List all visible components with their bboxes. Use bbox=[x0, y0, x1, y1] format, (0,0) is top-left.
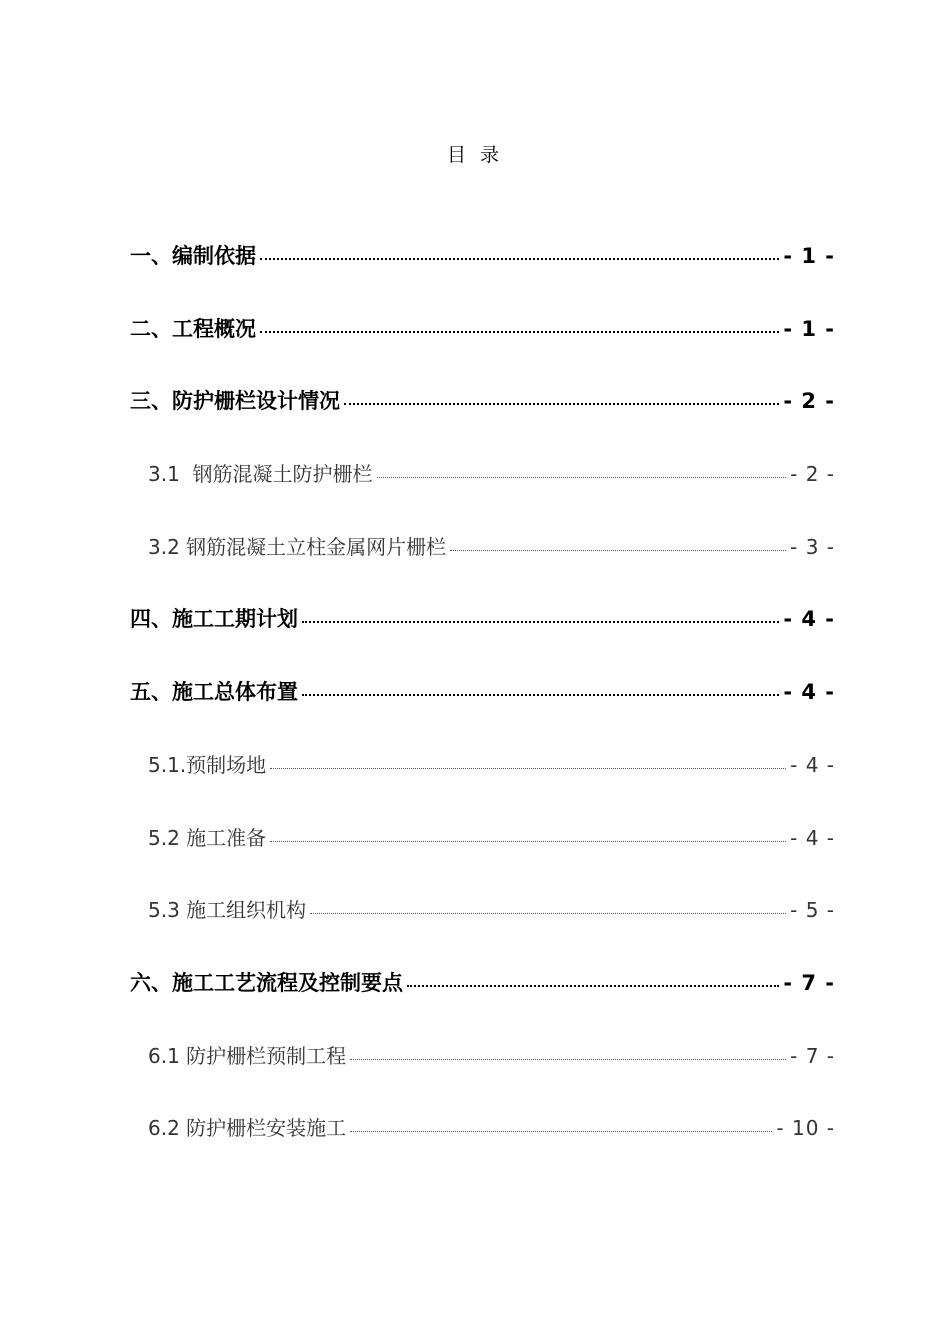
toc-entry-label: 5.1.预制场地 bbox=[148, 752, 267, 777]
toc-subentry[interactable] bbox=[130, 749, 835, 822]
dot-leader bbox=[450, 550, 786, 551]
toc-entry-label: 5.3 施工组织机构 bbox=[148, 898, 307, 923]
toc-entry-label: 四、施工工期计划 bbox=[130, 607, 298, 632]
toc-entry-page: - 2 - bbox=[783, 389, 835, 414]
toc-entry-page: - 7 - bbox=[790, 1043, 835, 1068]
toc-subentry[interactable] bbox=[130, 1040, 835, 1113]
toc-entry-label: 六、施工工艺流程及控制要点 bbox=[130, 970, 403, 995]
dot-leader bbox=[407, 985, 779, 987]
toc-entry-page: - 3 - bbox=[790, 534, 835, 559]
dot-leader bbox=[302, 694, 779, 696]
toc-entry-label: 3.1 钢筋混凝土防护栅栏 bbox=[148, 462, 373, 487]
toc-entry-page: - 4 - bbox=[790, 752, 835, 777]
toc-entry[interactable] bbox=[130, 967, 835, 1040]
dot-leader bbox=[350, 1131, 772, 1132]
dot-leader bbox=[350, 1059, 786, 1060]
toc-list bbox=[130, 240, 835, 1185]
toc-entry-label: 三、防护栅栏设计情况 bbox=[130, 389, 340, 414]
toc-entry-page: - 4 - bbox=[783, 680, 835, 705]
toc-entry-label: 3.2 钢筋混凝土立柱金属网片栅栏 bbox=[148, 534, 447, 559]
toc-title: 目 录 bbox=[446, 144, 504, 166]
toc-subentry[interactable] bbox=[130, 458, 835, 531]
toc-entry-label: 一、编制依据 bbox=[130, 244, 256, 268]
toc-subentry[interactable] bbox=[130, 822, 835, 895]
toc-entry-label: 5.2 施工准备 bbox=[148, 825, 267, 850]
dot-leader bbox=[260, 331, 779, 333]
toc-entry-label: 6.2 防护栅栏安装施工 bbox=[148, 1116, 347, 1141]
dot-leader bbox=[270, 841, 786, 842]
toc-entry[interactable] bbox=[130, 676, 835, 749]
toc-subentry[interactable] bbox=[130, 894, 835, 967]
toc-entry-page: - 2 - bbox=[790, 462, 835, 487]
toc-entry-page: - 1 - bbox=[783, 316, 835, 341]
toc-entry-page: - 4 - bbox=[783, 607, 835, 632]
toc-entry-page: - 4 - bbox=[790, 825, 835, 850]
toc-entry-page: - 7 - bbox=[783, 970, 835, 995]
toc-entry[interactable] bbox=[130, 313, 835, 386]
toc-entry-page: - 10 - bbox=[776, 1116, 835, 1141]
toc-subentry[interactable] bbox=[130, 531, 835, 604]
toc-entry[interactable] bbox=[130, 603, 835, 676]
toc-entry-page: - 5 - bbox=[790, 898, 835, 923]
dot-leader bbox=[302, 621, 779, 623]
toc-entry-label: 二、工程概况 bbox=[130, 316, 256, 341]
toc-entry[interactable] bbox=[130, 240, 835, 313]
dot-leader bbox=[270, 768, 786, 769]
toc-entry-page: - 1 - bbox=[783, 244, 835, 268]
toc-subentry[interactable] bbox=[130, 1112, 835, 1185]
toc-entry[interactable] bbox=[130, 385, 835, 458]
dot-leader bbox=[344, 403, 779, 405]
dot-leader bbox=[377, 477, 787, 478]
toc-entry-label: 6.1 防护栅栏预制工程 bbox=[148, 1043, 347, 1068]
dot-leader bbox=[260, 258, 779, 260]
dot-leader bbox=[310, 913, 786, 914]
toc-entry-label: 五、施工总体布置 bbox=[130, 680, 298, 705]
